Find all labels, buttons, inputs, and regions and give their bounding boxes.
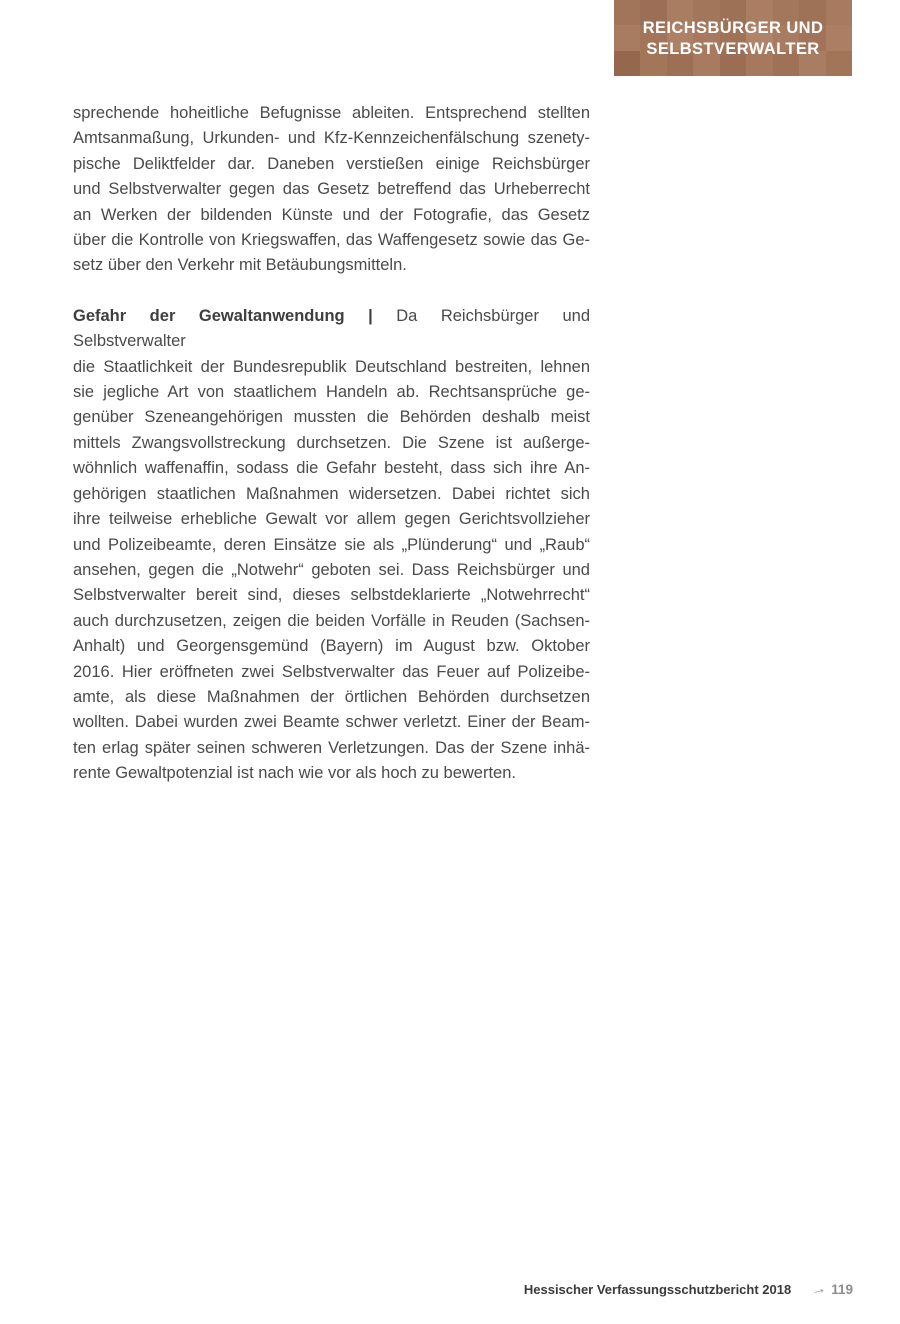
paragraph (73, 304, 590, 787)
text-line: ansehen, gegen die „Notwehr“ geboten sei. Dass Reichsbürger und (73, 560, 590, 579)
badge-title (614, 0, 852, 76)
text-line: setz über den Verkehr mit Betäubungsmitteln. (73, 256, 407, 275)
text-line: rente Gewaltpotenzial ist nach wie vor als hoch zu bewerten. (73, 764, 516, 783)
text-line: amte, als diese Maßnahmen der örtlichen Behörden durchsetzen (73, 687, 590, 706)
paragraph (73, 101, 590, 279)
text-line: auch durchzusetzen, zeigen die beiden Vorfälle in Reuden (Sachsen- (73, 611, 590, 630)
badge-title-line: SELBSTVERWALTER (646, 40, 820, 58)
text-line: ihre teilweise erhebliche Gewalt vor allem gegen Gerichtsvollzieher (73, 510, 590, 529)
text-line: und Selbstverwalter gegen das Gesetz betreffend das Urheberrecht (73, 180, 590, 199)
text-line: ten erlag später seinen schweren Verletzungen. Das der Szene inhä- (73, 738, 590, 757)
text-line: an Werken der bildenden Künste und der Fotografie, das Gesetz (73, 205, 590, 224)
page-footer (524, 1281, 853, 1298)
body-text (73, 101, 590, 787)
arrow-right-icon: → (809, 1279, 829, 1300)
text-line: gehörigen staatlichen Maßnahmen widersetzen. Dabei richtet sich (73, 484, 590, 503)
text-line: wöhnlich waffenaffin, sodass die Gefahr besteht, dass sich ihre An- (73, 459, 590, 478)
text-line: genüber Szeneangehörigen mussten die Behörden deshalb meist (73, 408, 590, 427)
section-header-badge (614, 0, 852, 76)
text-line: Selbstverwalter bereit sind, dieses selbstdeklarierte „Notwehrrecht“ (73, 586, 590, 605)
text-line: 2016. Hier eröffneten zwei Selbstverwalter das Feuer auf Polizeibe- (73, 662, 590, 681)
text-line: pische Deliktfelder dar. Daneben verstießen einige Reichsbürger (73, 154, 590, 173)
page-number: 119 (831, 1282, 853, 1297)
report-title: Hessischer Verfassungsschutzbericht 2018 (523, 1282, 792, 1297)
text-line: Amtsanmaßung, Urkunden- und Kfz-Kennzeichenfälschung szenety- (73, 129, 590, 148)
paragraph-lead-label: Gefahr der Gewaltanwendung | (73, 306, 397, 325)
text-line: sie jegliche Art von staatlichem Handeln ab. Rechtsansprüche ge- (73, 383, 590, 402)
text-line: Gefahr der Gewaltanwendung | Da Reichsbürger und Selbstverwalter (73, 306, 591, 351)
text-line: die Staatlichkeit der Bundesrepublik Deutschland bestreiten, lehnen (73, 357, 590, 376)
text-line: wollten. Dabei wurden zwei Beamte schwer verletzt. Einer der Beam- (73, 713, 590, 732)
badge-title-line: REICHSBÜRGER UND (642, 18, 824, 37)
text-line: Anhalt) und Georgensgemünd (Bayern) im August bzw. Oktober (73, 637, 590, 656)
text-line: über die Kontrolle von Kriegswaffen, das Waffengesetz sowie das Ge- (73, 231, 590, 250)
text-line: mittels Zwangsvollstreckung durchsetzen. Die Szene ist außerge- (73, 433, 590, 452)
text-line: und Polizeibeamte, deren Einsätze sie als „Plünderung“ und „Raub“ (73, 535, 590, 554)
text-line: sprechende hoheitliche Befugnisse ableiten. Entsprechend stellten (73, 104, 590, 122)
